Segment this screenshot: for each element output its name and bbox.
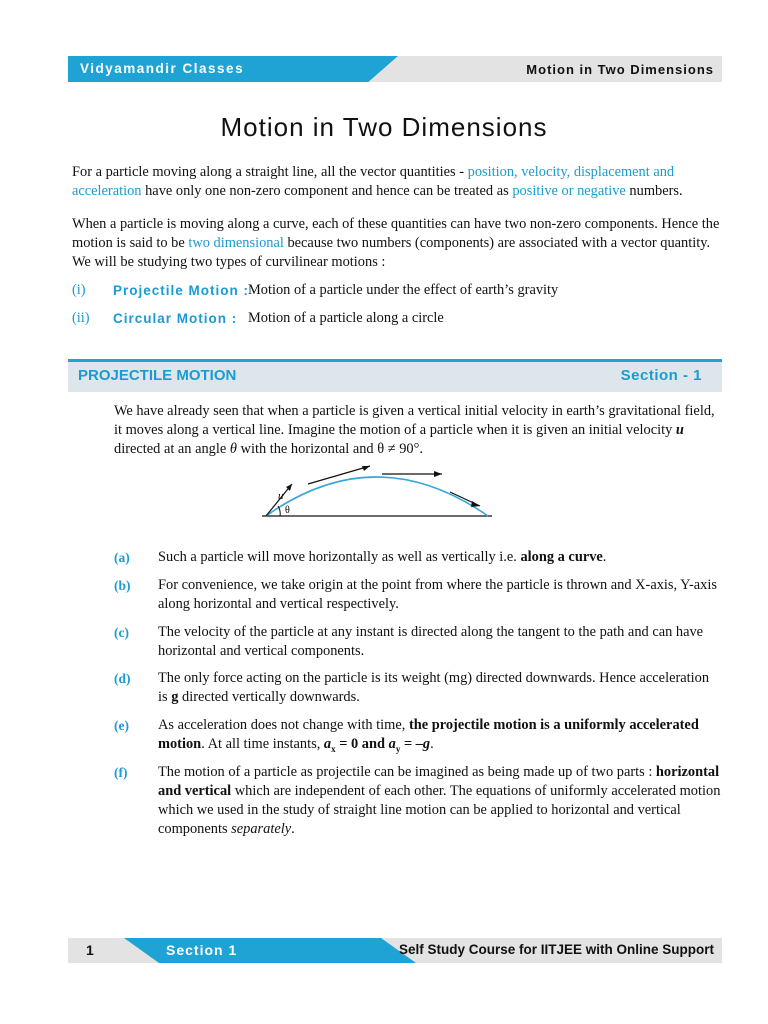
page-footer <box>68 938 722 963</box>
type-item-projectile: (i) Projectile Motion : Motion of a particle under the effect of earth’s gravity <box>72 282 559 298</box>
falling-velocity-arrowhead <box>471 501 480 507</box>
page-title: Motion in Two Dimensions <box>220 112 548 142</box>
list-item: (b) For convenience, we take origin at the point from where the particle is thrown and X-axis, Y-axis along horizontal and vertical respectively. <box>114 577 717 612</box>
intro-paragraph-2: When a particle is moving along a curve, each of these quantities can have two non-zero components. Hence the motion is said to be two dimensional because two numbers (components) are associated with a vector quantity. We will be studying two types of curvilinear motions : <box>72 216 720 270</box>
top-velocity-arrowhead <box>434 471 442 477</box>
list-item: (d) The only force acting on the particle is its weight (mg) directed downwards. Hence acceleration is g directed vertically downwards. <box>114 670 710 705</box>
list-item: (c) The velocity of the particle at any instant is directed along the tangent to the path and can have horizontal and vertical components. <box>114 624 704 659</box>
list-item: (a) Such a particle will move horizontally as well as vertically i.e. along a curve. <box>114 549 607 565</box>
course-name: Self Study Course for IITJEE with Online Support <box>398 942 714 957</box>
section-title: PROJECTILE MOTION <box>78 367 237 384</box>
trajectory-curve <box>266 477 488 516</box>
brand-name: Vidyamandir Classes <box>80 61 245 76</box>
projectile-intro-paragraph: We have already seen that when a particle is given a vertical initial velocity in earth’s gravitational field, it moves along a vertical line. Imagine the motion of a particle when it is given an initial velocity u directed at an angle θ with the horizontal and θ ≠ 90°. <box>114 403 715 457</box>
intro-paragraph-1: For a particle moving along a straight line, all the vector quantities - position, velocity, displacement and acceleration have only one non-zero component and hence can be treated as positive or negative numbers. <box>72 164 683 199</box>
page-number: 1 <box>86 942 94 958</box>
type-item-circular: (ii) Circular Motion : Motion of a particle along a circle <box>72 310 444 326</box>
rising-velocity-arrowhead <box>362 466 370 471</box>
page-header <box>68 56 722 82</box>
section-bar <box>68 359 722 392</box>
projectile-trajectory-figure <box>258 458 498 522</box>
section-number: Section - 1 <box>620 367 702 384</box>
list-item: (e) As acceleration does not change with time, the projectile motion is a uniformly accelerated motion. At all time instants, $a_x = 0$ and $a_y = -g$. <box>114 717 699 754</box>
list-item: (f) The motion of a particle as projectile can be imagined as being made up of two parts : horizontal and vertical which are independent of each other. The equations of uniformly accelerated motion which we used in the study of straight line motion can be applied to horizontal and vertical components separately. <box>114 764 721 837</box>
u-label: u <box>278 490 284 502</box>
chapter-name: Motion in Two Dimensions <box>526 62 714 77</box>
theta-label: θ <box>285 505 290 516</box>
footer-section: Section 1 <box>166 942 238 958</box>
